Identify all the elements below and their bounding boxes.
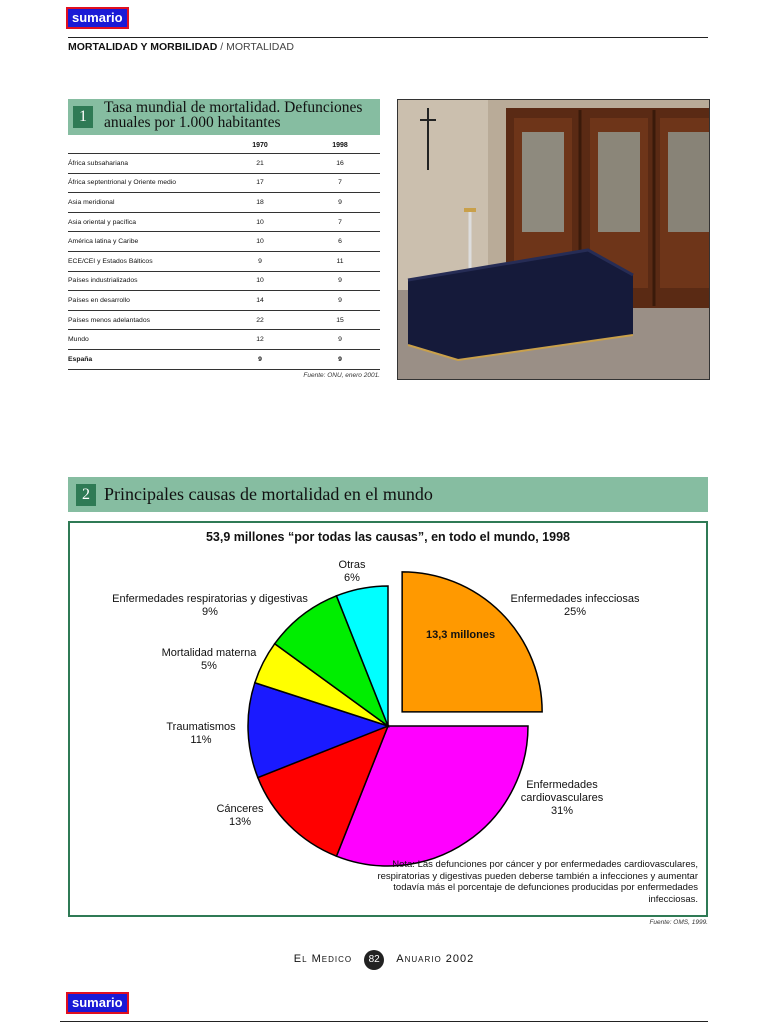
table-row: [68, 212, 380, 232]
table-cell: 22: [220, 310, 300, 330]
table-cell: Países industrializados: [68, 271, 220, 291]
table-cell: España: [68, 349, 220, 369]
label-cardiovasculares-pct: 31%: [550, 805, 574, 817]
table-cell: 10: [220, 212, 300, 232]
footer-journal: El Medico: [293, 953, 353, 965]
table-cell: 6: [300, 232, 380, 252]
label-respiratorias-pct: 9%: [202, 606, 218, 618]
figure2-title: Principales causas de mortalidad en el mundo: [104, 484, 433, 504]
table1-col-header: 1998: [300, 137, 380, 154]
label-infecciosas-pct: 25%: [563, 606, 587, 618]
label-otras: [318, 559, 386, 585]
table-cell: 9: [300, 349, 380, 369]
table-cell: 10: [220, 232, 300, 252]
table-cell: 11: [300, 251, 380, 271]
label-canceres-pct: 13%: [228, 816, 252, 828]
label-canceres: [196, 803, 284, 829]
table-row: [68, 310, 380, 330]
table-cell: 18: [220, 193, 300, 213]
figure2-number: 2: [76, 484, 96, 506]
label-traumatismos: [156, 721, 246, 747]
table-row: [68, 193, 380, 213]
footer-rule: [60, 1021, 708, 1022]
table1-header: [68, 99, 380, 135]
table-cell: Países menos adelantados: [68, 310, 220, 330]
label-canceres-name: Cánceres: [216, 803, 264, 815]
header-rule: [68, 37, 708, 38]
label-cardiovasculares-name: Enfermedades cardiovasculares: [520, 779, 604, 804]
mortality-rate-table: [68, 137, 380, 370]
label-infecciosas-name: Enfermedades infecciosas: [510, 593, 640, 605]
table-cell: 9: [300, 271, 380, 291]
table-cell: América latina y Caribe: [68, 232, 220, 252]
label-cardiovasculares: [500, 779, 624, 818]
table-cell: 16: [300, 154, 380, 174]
table-row: [68, 154, 380, 174]
figure2-header: [68, 477, 708, 512]
table-row: [68, 232, 380, 252]
label-infecciosas: [490, 593, 660, 619]
page-number: 82: [364, 950, 384, 970]
footer-yearbook: Anuario 2002: [396, 953, 475, 965]
table-cell: Mundo: [68, 330, 220, 350]
chart-note: Nota: Las defunciones por cáncer y por enfermedades cardiovasculares, respiratorias y digestivas pueden deberse también a infecciones y aumentar todavía más el porcentaje de defunciones producidas por enfermedades infecciosas.: [377, 859, 698, 905]
table-cell: 9: [220, 251, 300, 271]
table-cell: Asia meridional: [68, 193, 220, 213]
label-infecciosas-inner: 13,3 millones: [426, 629, 496, 641]
table1-title: Tasa mundial de mortalidad. Defunciones anuales por 1.000 habitantes: [104, 99, 363, 131]
chart-title: 53,9 millones “por todas las causas”, en todo el mundo, 1998: [205, 530, 570, 544]
label-traumatismos-pct: 11%: [190, 734, 212, 746]
table-cell: ECE/CEI y Estados Bálticos: [68, 251, 220, 271]
table-row: [68, 173, 380, 193]
table-cell: 10: [220, 271, 300, 291]
sumario-button[interactable]: sumario: [66, 7, 129, 29]
table-cell: 9: [300, 291, 380, 311]
table1-source: Fuente: ONU, enero 2001.: [303, 372, 380, 379]
table-cell: 9: [300, 193, 380, 213]
table-cell: 7: [300, 212, 380, 232]
table-cell: 15: [300, 310, 380, 330]
table-row: [68, 349, 380, 369]
table-row: [68, 271, 380, 291]
room-photo: [397, 99, 710, 380]
section-title: [68, 41, 294, 53]
label-respiratorias-name: Enfermedades respiratorias y digestivas: [112, 593, 308, 605]
label-materna-name: Mortalidad materna: [161, 647, 257, 659]
section-title-light: / MORTALIDAD: [220, 41, 294, 53]
table-cell: África subsahariana: [68, 154, 220, 174]
table-cell: Asia oriental y pacífica: [68, 212, 220, 232]
table-cell: África septentrional y Oriente medio: [68, 173, 220, 193]
label-respiratorias: [100, 593, 320, 619]
pie-chart-box: [68, 521, 708, 917]
pie-chart: [70, 523, 706, 915]
page-footer: [0, 950, 768, 970]
table-cell: Países en desarrollo: [68, 291, 220, 311]
table-cell: 9: [300, 330, 380, 350]
sumario-button-bottom[interactable]: sumario: [66, 992, 129, 1014]
label-otras-name: Otras: [338, 559, 366, 571]
table-cell: 17: [220, 173, 300, 193]
table-cell: 9: [220, 349, 300, 369]
section-title-bold: MORTALIDAD Y MORBILIDAD: [68, 41, 218, 53]
table-cell: 14: [220, 291, 300, 311]
label-materna: [148, 647, 270, 673]
table1-col-header: [68, 137, 220, 154]
figure2-source: Fuente: OMS, 1999.: [649, 919, 708, 926]
table-row: [68, 330, 380, 350]
label-traumatismos-name: Traumatismos: [166, 721, 236, 733]
label-otras-pct: 6%: [344, 572, 360, 584]
table-row: [68, 251, 380, 271]
table-cell: 21: [220, 154, 300, 174]
table-cell: 12: [220, 330, 300, 350]
table-row: [68, 291, 380, 311]
table-cell: 7: [300, 173, 380, 193]
table1-col-header: 1970: [220, 137, 300, 154]
label-materna-pct: 5%: [201, 660, 217, 672]
table1-number: 1: [73, 106, 93, 128]
